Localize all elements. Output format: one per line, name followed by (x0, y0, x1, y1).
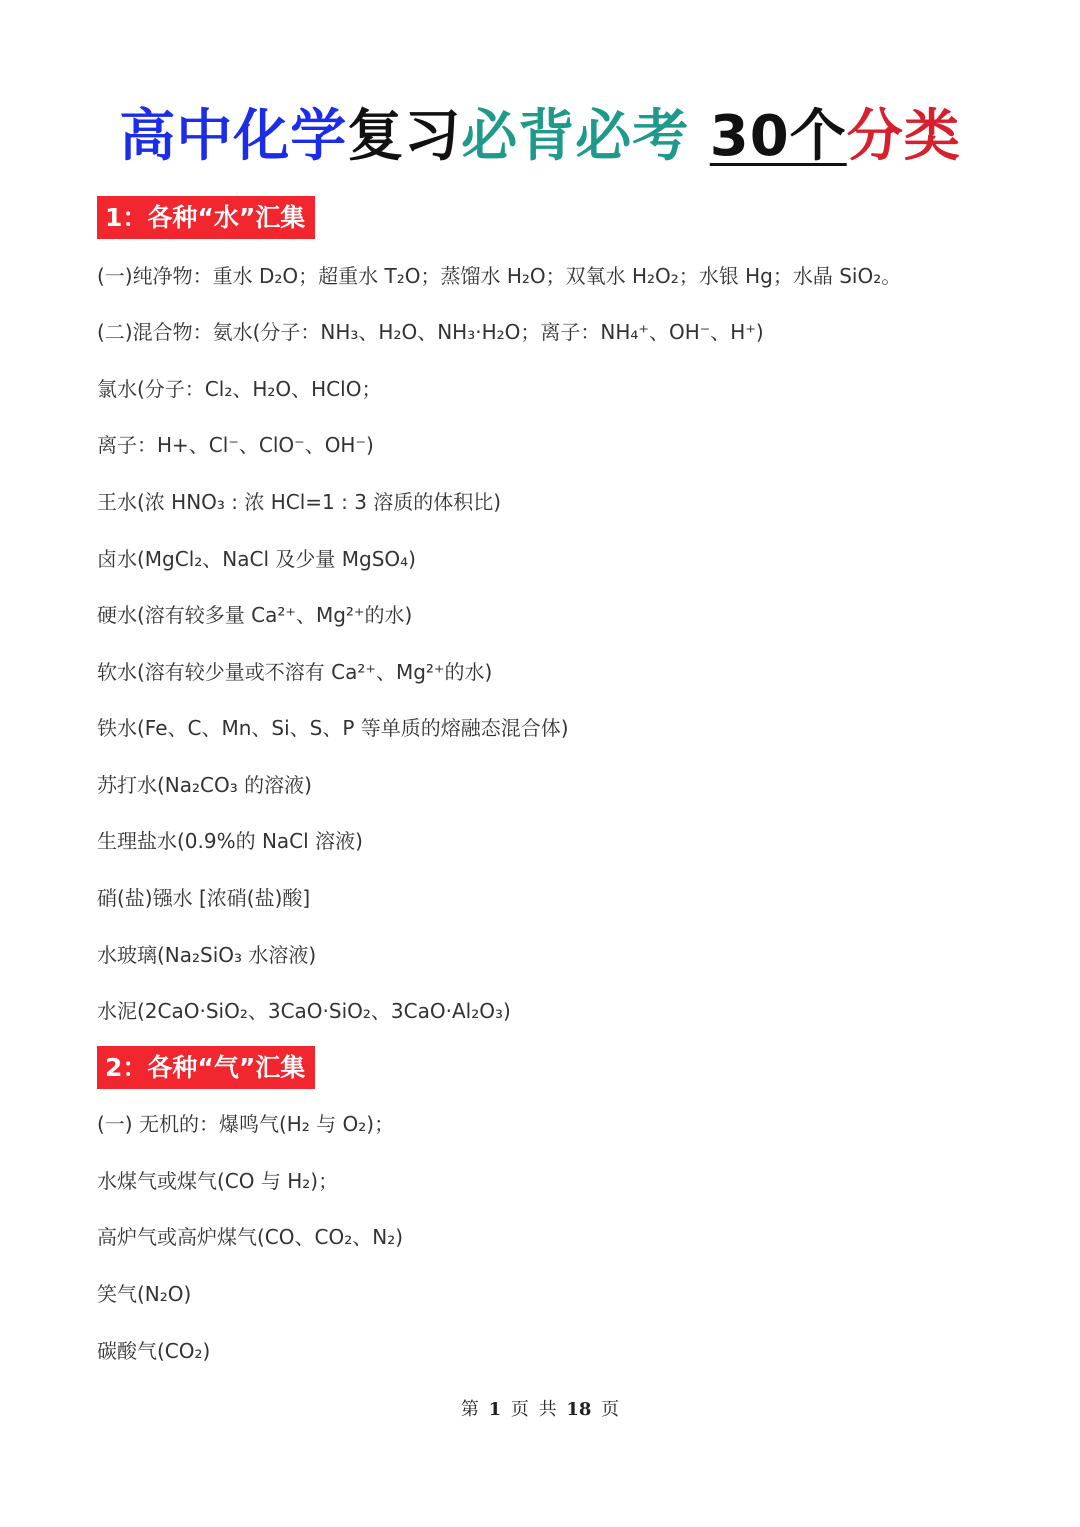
text-line: (二)混合物：氨水(分子：NH₃、H₂O、NH₃·H₂O；离子：NH₄⁺、OH⁻、H⁺) (97, 320, 764, 344)
title-part-5: 分类 (846, 104, 961, 169)
text-line: 王水(浓 HNO₃ : 浓 HCl=1 : 3 溶质的体积比) (97, 490, 502, 514)
text-line: 硬水(溶有较多量 Ca²⁺、Mg²⁺的水) (97, 603, 413, 627)
section-heading-water: 1：各种“水”汇集 (97, 196, 315, 239)
title-part-1: 高中化学 (119, 104, 348, 169)
footer-prefix: 第 (460, 1399, 479, 1420)
text-line: 软水(溶有较少量或不溶有 Ca²⁺、Mg²⁺的水) (97, 660, 493, 684)
document-title (0, 92, 1080, 172)
title-part-4: 30个 (709, 104, 847, 169)
text-line: 硝(盐)镪水 [浓硝(盐)酸] (97, 886, 311, 910)
text-line: 水泥(2CaO·SiO₂、3CaO·SiO₂、3CaO·Al₂O₃) (97, 999, 511, 1023)
text-line: 笑气(N₂O) (97, 1282, 192, 1306)
footer-total-pages: 18 (566, 1399, 592, 1420)
footer-middle: 页 共 (510, 1399, 557, 1420)
text-line: 高炉气或高炉煤气(CO、CO₂、N₂) (97, 1225, 404, 1249)
title-part-2: 复习 (347, 104, 462, 169)
text-line: 水煤气或煤气(CO 与 H₂)； (97, 1169, 339, 1193)
text-line: 水玻璃(Na₂SiO₃ 水溶液) (97, 943, 317, 967)
section-heading-gas: 2：各种“气”汇集 (97, 1046, 315, 1089)
text-line: 苏打水(Na₂CO₃ 的溶液) (97, 773, 312, 797)
footer-suffix: 页 (601, 1399, 620, 1420)
page-footer (0, 1395, 1080, 1421)
text-line: 生理盐水(0.9%的 NaCl 溶液) (97, 829, 363, 853)
text-line: 碳酸气(CO₂) (97, 1339, 211, 1363)
footer-page-number: 1 (488, 1399, 502, 1420)
text-line: 铁水(Fe、C、Mn、Si、S、P 等单质的熔融态混合体) (97, 716, 569, 740)
text-line: 卤水(MgCl₂、NaCl 及少量 MgSO₄) (97, 547, 416, 571)
text-line: 离子：H+、Cl⁻、ClO⁻、OH⁻) (97, 433, 374, 457)
text-line: (一) 无机的：爆鸣气(H₂ 与 O₂)； (97, 1112, 395, 1136)
text-line: (一)纯净物：重水 D₂O；超重水 T₂O；蒸馏水 H₂O；双氧水 H₂O₂；水银 Hg；水晶 SiO₂。 (97, 264, 902, 288)
text-line: 氯水(分子：Cl₂、H₂O、HClO； (97, 377, 382, 401)
title-part-3: 必背必考 (461, 104, 690, 169)
